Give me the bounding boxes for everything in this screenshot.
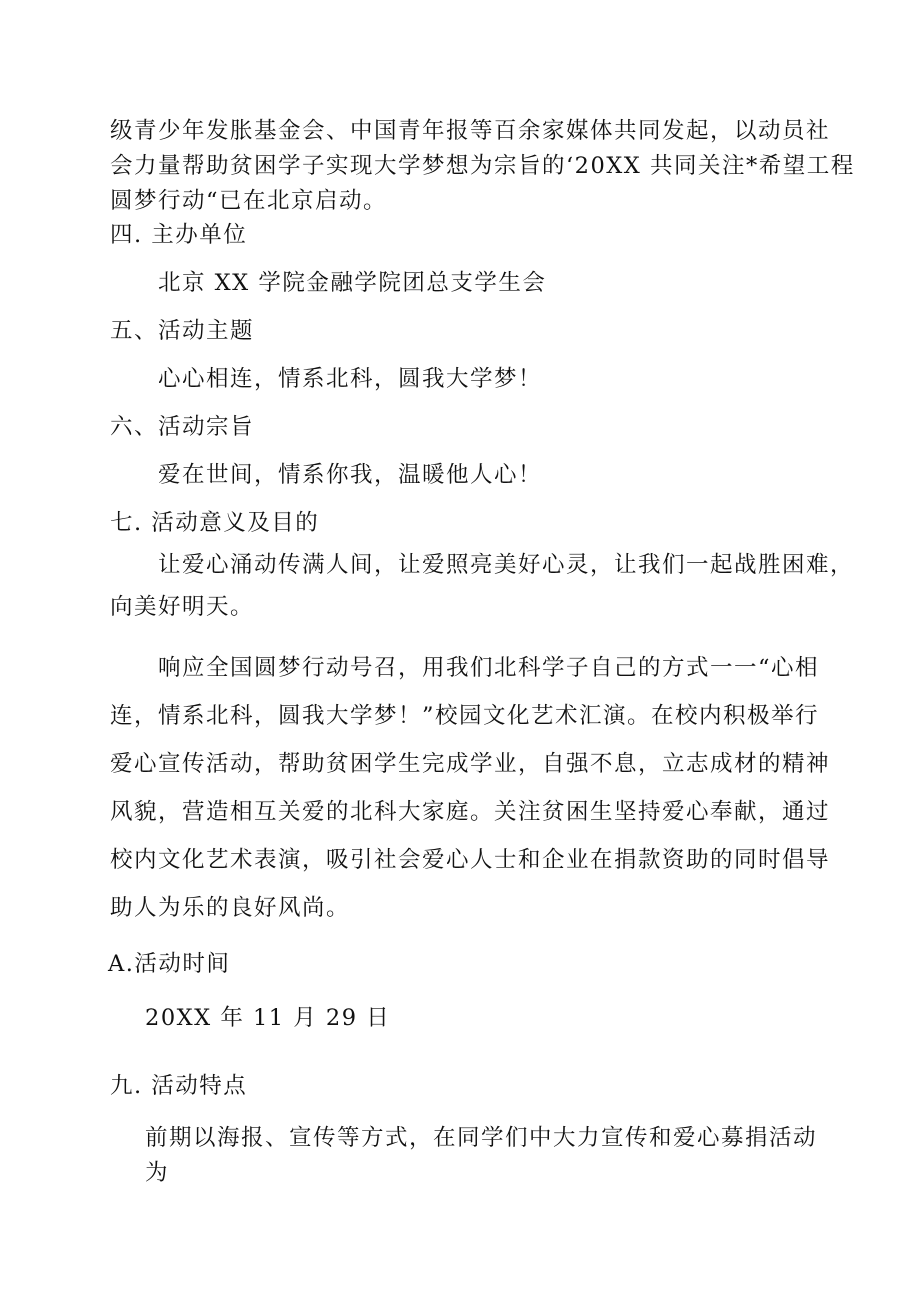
section-4-heading: 四. 主办单位 <box>110 222 248 248</box>
s7-p1-line-2: 向美好明天。 <box>110 594 255 620</box>
s7-p1-line-1: 让爱心涌动传满人间，让爱照亮美好心灵，让我们一起战胜困难， <box>158 552 855 578</box>
section-7-heading: 七. 活动意义及目的 <box>110 510 320 536</box>
s7-p2-line-1: 响应全国圆梦行动号召，用我们北科学子自己的方式一一“心相 <box>158 655 820 681</box>
section-4-body: 北京 XX 学院金融学院团总支学生会 <box>158 270 547 296</box>
section-9-body: 前期以海报、宣传等方式，在同学们中大力宣传和爱心募捐活动为 <box>145 1125 818 1186</box>
s7-p2-line-2: 连，情系北科，圆我大学梦！”校园文化艺术汇演。在校内积极举行 <box>110 703 820 729</box>
section-6-body: 爱在世间，情系你我，温暖他人心！ <box>158 462 543 488</box>
section-5-body: 心心相连，情系北科，圆我大学梦！ <box>158 366 543 392</box>
section-8-heading: A.活动时间 <box>108 951 231 977</box>
intro-line-2: 会力量帮助贫困学子实现大学梦想为宗旨的‘20XX 共同关注*希望工程 <box>110 153 855 179</box>
section-6-heading: 六、活动宗旨 <box>110 414 255 440</box>
section-5-heading: 五、活动主题 <box>110 318 255 344</box>
intro-line-3: 圆梦行动“已在北京启动。 <box>110 188 388 214</box>
intro-paragraph <box>110 114 855 219</box>
section-8-body: 20XX 年 11 月 29 日 <box>145 1005 391 1031</box>
s7-p2-line-6: 助人为乐的良好风尚。 <box>110 895 351 921</box>
s7-p2-line-5: 校内文化艺术表演，吸引社会爱心人士和企业在捐款资助的同时倡导 <box>110 847 831 873</box>
section-7-paragraph-2 <box>110 644 831 932</box>
s7-p2-line-3: 爱心宣传活动，帮助贫困学生完成学业，自强不息，立志成材的精神 <box>110 751 831 777</box>
section-7-paragraph-1 <box>110 548 855 631</box>
s7-p2-line-4: 风貌，营造相互关爱的北科大家庭。关注贫困生坚持爱心奉献，通过 <box>110 799 831 825</box>
intro-line-1: 级青少年发胀基金会、中国青年报等百余家媒体共同发起，以动员社 <box>110 118 831 144</box>
section-9-heading: 九. 活动特点 <box>110 1073 248 1099</box>
